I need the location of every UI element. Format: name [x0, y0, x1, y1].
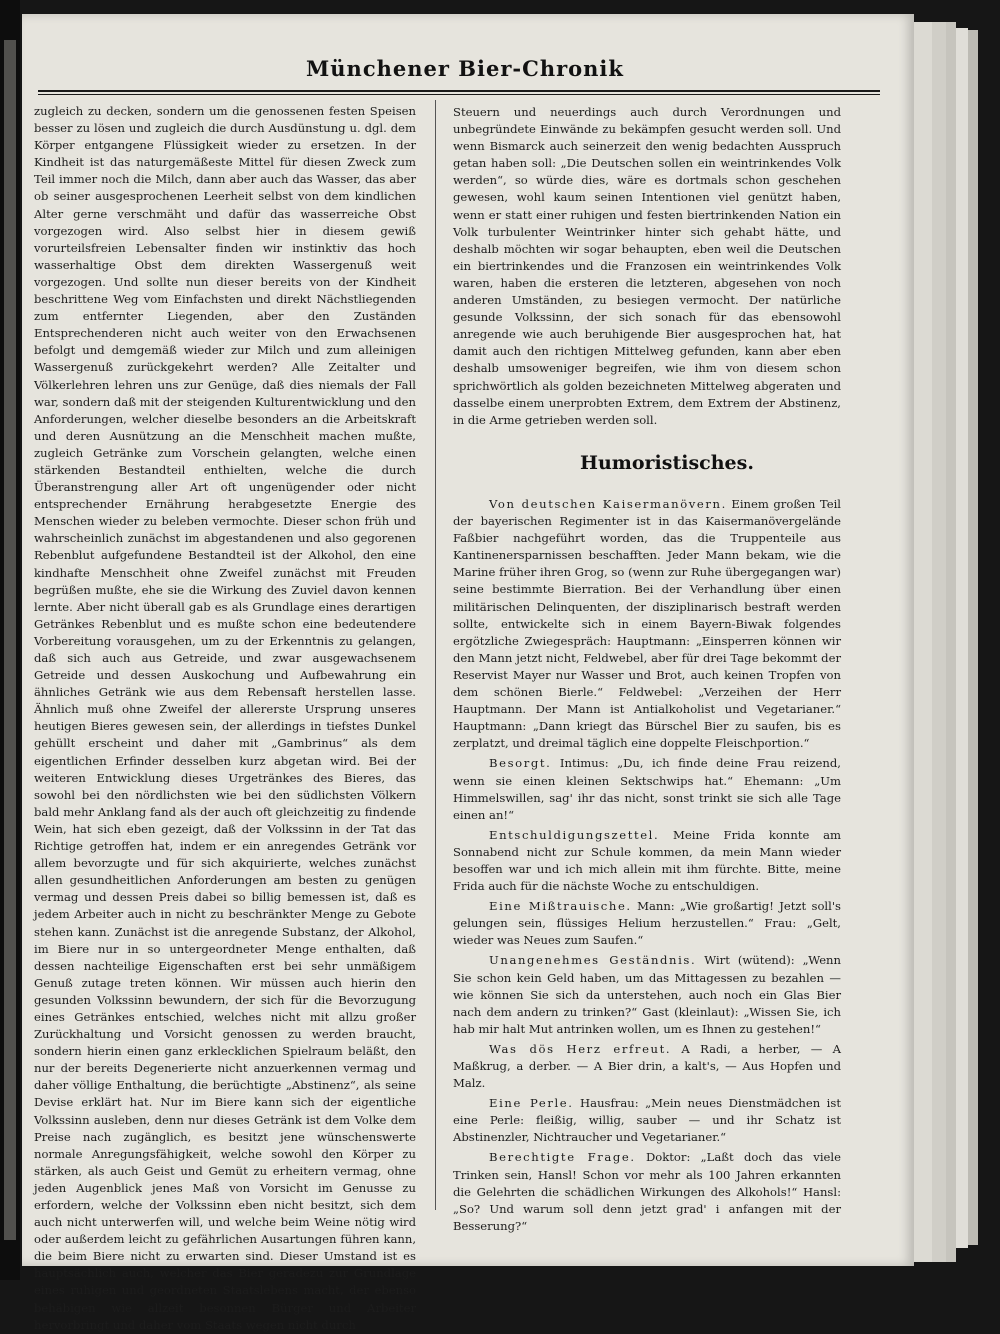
humor-item-title: Unangenehmes Geständnis. [489, 953, 697, 968]
humor-item [453, 1095, 841, 1146]
humor-item [453, 496, 841, 752]
humor-item-title: Von deutschen Kaisermanövern. [489, 497, 727, 511]
humor-item [453, 755, 841, 823]
right-column-text: Steuern und neuerdings auch durch Verordnungen und unbegründete Einwände zu bekämpfen gesucht werden soll. Und wenn Bismarck auch seinerzeit den wenig bedachten Ausspruch getan haben soll: „Die Deutschen sollen ein weintrinkendes Volk werden“, so würde dies, wäre es dortmals schon geschehen gewesen, wohl kaum seinen Intentionen viel genützt haben, wenn er statt einer ruhigen und festen biertrinkenden Nation ein Volk turbulenter Weintrinker hinter sich gehabt hätte, und deshalb möchten wir sogar behaupten, eben weil die Deutschen ein biertrinkendes und die Franzosen ein weintrinkendes Volk waren, haben die ersteren die letzteren, abgesehen von noch anderen Umständen, zu besiegen vermocht. Der natürliche gesunde Volkssinn, der sich sonach für das ebensowohl anregende wie auch beruhigende Bier ausgesprochen hat, hat damit auch den richtigen Mittelweg gefunden, kann aber eben deshalb umsoweniger begreifen, wie ihm von diesem schon sprichwörtlich als golden bezeichneten Mittelweg abgeraten und dasselbe einem unerprobten Extrem, dem Extrem der Abstinenz, in die Arme getrieben werden soll. [453, 105, 841, 427]
humor-item-title: Eine Perle. [489, 1096, 574, 1111]
page-stack-edge [956, 28, 968, 1248]
humor-item-text: Hausfrau: „Mein neues Dienstmädchen ist eine Perle: fleißig, willig, sauber — und ihr Schatz ist Abstinenzler, Nichtraucher und Vegetarianer.“ [453, 1096, 841, 1145]
header-rule [38, 90, 880, 92]
humor-item-text: Mann: „Wie großartig! Jetzt soll's gelungen sein, flüssiges Helium herzustellen.“ Frau: „Gelt, wieder was Neues zum Saufen.“ [453, 899, 841, 948]
humor-item-title: Eine Mißtrauische. [489, 899, 632, 914]
left-column [34, 103, 416, 1334]
humor-item-text: A Radi, a herber, — A Maßkrug, a derber. — A Bier drin, a kalt's, — Aus Hopfen und Malz. [453, 1041, 841, 1091]
humor-items [453, 496, 841, 1235]
page-stack-edge [932, 22, 946, 1262]
humor-item-text: Wirt (wütend): „Wenn Sie schon kein Geld haben, um das Mittagessen zu bezahlen — wie können Sie sich da unterstehen, auch noch ein Glas Bier nach dem andern zu trinken?“ Gast (kleinlaut): „Wissen Sie, ich hab mir halt Mut antrinken wollen, um es Ihnen zu gestehen!“ [453, 953, 841, 1036]
humor-item [453, 1149, 841, 1234]
header-rule-thin [38, 94, 880, 95]
adjacent-page-sliver [4, 40, 16, 1240]
humor-item [453, 827, 841, 895]
page-header-title: Münchener Bier-Chronik [306, 56, 624, 81]
column-divider [435, 100, 436, 1210]
page-stack-edge [968, 30, 978, 1245]
page-stack-edge [946, 22, 956, 1262]
left-dark-margin [0, 0, 20, 1280]
humor-item-text: Meine Frida konnte am Sonnabend nicht zur Schule kommen, da mein Mann wieder besoffen war und ich mich allein mit ihm fürchte. Bitte, meine Frida auch für die nächste Woche zu entschuldigen. [453, 827, 841, 894]
humor-item-title: Was dös Herz erfreut. [489, 1041, 672, 1056]
humor-item-title: Entschuldigungszettel. [489, 827, 660, 842]
humor-item [453, 1041, 841, 1092]
humor-item [453, 952, 841, 1037]
right-column-top [453, 104, 841, 429]
page-stack-edge [914, 22, 932, 1262]
humor-item-title: Besorgt. [489, 756, 552, 771]
humor-item-text: Doktor: „Laßt doch das viele Trinken sein, Hansl! Schon vor mehr als 100 Jahren erkannten die Gelehrten die schädlichen Wirkungen des Alkohols!“ Hansl: „So? Und warum soll denn jetzt grad' i anfangen mit der Besserung?“ [453, 1150, 841, 1233]
humor-item-text: Einem großen Teil der bayerischen Regimenter ist in das Kaisermanövergelände Faßbier nachgeführt worden, das die Truppenteile aus Kantinenersparnissen beschafften. Jeder Mann bekam, wie die Marine früher ihren Grog, so (wenn zur Ruhe übergegangen war) seine bestimmte Bierration. Bei der Verhandlung über einen militärischen Delinquenten, der disziplinarisch bestraft werden sollte, entwickelte sich in einem Bayern-Biwak folgendes ergötzliche Zwiegespräch: Hauptmann: „Einsperren können wir den Mann jetzt nicht, Feldwebel, aber für drei Tage bekommt der Reservist Mayer nur Wasser und Brot, auch keinen Tropfen von dem schönen Bierle.“ Feldwebel: „Verzeihen der Herr Hauptmann. Der Mann ist Antialkoholist und Vegetarianer.“ Hauptmann: „Dann kriegt das Bürschel Bier zu saufen, bis es zerplatzt, und dreimal täglich eine doppelte Fleischportion.“ [453, 497, 841, 751]
left-column-text: zugleich zu decken, sondern um die genossenen festen Speisen besser zu lösen und zugleich die durch Ausdünstung u. dgl. dem Körper entgangene Flüssigkeit wieder zu ersetzen. In der Kindheit ist das naturgemäßeste Mittel für diesen Zweck zum Teil immer noch die Milch, dann aber auch das Wasser, das aber ob seiner ausgesprochenen Leerheit selbst von dem kindlichen Alter gerne verschmäht und dafür das wasserreiche Obst vorgezogen wird. Also selbst hier in diesem gewiß vorurteilsfreien Lebensalter finden wir instinktiv das hoch wasserhaltige Obst dem direkten Wassergenuß weit vorgezogen. Und sollte nun dieser bereits von der Kindheit beschrittene Weg vom Einfachsten und direkt Nächstliegenden zum entfernter Liegenden, aber den Zuständen Entsprechenderen nicht auch weiter von den Erwachsenen befolgt und demgemäß wieder zur Milch und zum alleinigen Wassergenuß zurückgekehrt werden? Alle Zeitalter und Völkerlehren lehren uns zur Genüge, daß dies niemals der Fall war, sondern daß mit der steigenden Kulturentwicklung und den Anforderungen, welcher dieselbe besonders an die Arbeitskraft und deren Ausnützung an die Menschheit machen mußte, zugleich Getränke zum Vorschein gelangten, welche einen stärkenden Bestandteil enthielten, welche die durch Überanstrengung aller Art oft ungenügender oder nicht entsprechender Ernährung herabgesetzte Energie des Menschen wieder zu beleben vermochte. Dieser schon früh und wahrscheinlich zunächst im abgestandenen und also gegorenen Rebenblut aufgefundene Bestandteil ist der Alkohol, den eine kindhafte Menschheit ohne Zweifel zunächst mit Freuden begrüßen mußte, ehe sie die Wirkung des Zuviel davon kennen lernte. Aber nicht überall gab es als Grundlage eines derartigen Getränkes Rebenblut und es mußte schon eine bedeutendere Vorbereitung vorausgehen, um zu der Erkenntnis zu gelangen, daß sich auch aus Getreide, und zwar ausgewachsenem Getreide und dessen Auskochung und Aufbewahrung ein ähnliches Getränk wie aus dem Rebensaft herstellen lasse. Ähnlich muß ohne Zweifel der allererste Ursprung unseres heutigen Bieres gewesen sein, der allerdings in tiefstes Dunkel gehüllt erscheint und daher mit „Gambrinus“ als dem eigentlichen Erfinder desselben kurz abgetan wird. Bei der weiteren Entwicklung dieses Urgetränkes des Bieres, das sowohl bei den nördlichsten wie bei den südlichsten Völkern bald mehr Anklang fand als der auch oft gleichzeitig zu findende Wein, hat sich eben gezeigt, daß der Volkssinn in der Tat das Richtige getroffen hat, indem er ein anregendes Getränk vor allem bevorzugte und für sich akquirierte, welches zunächst allen gesundheitlichen Anforderungen am besten zu genügen vermag und dessen Preis dabei so billig bemessen ist, daß es jedem Arbeiter auch in nicht zu beschränkter Menge zu Gebote stehen kann. Zunächst ist die anregende Substanz, der Alkohol, im Biere nur in so untergeordneter Menge enthalten, daß dessen nachteilige Eigenschaften erst bei sehr unmäßigem Genuß zutage treten können. Wir müssen auch hierin den gesunden Volkssinn bewundern, der sich für die Bevorzugung eines Getränkes entschied, welches nicht mit allzu großer Zurückhaltung und Vorsicht genossen zu werden braucht, sondern hierin einen ganz erklecklichen Spielraum beläßt, den nur der bereits Degenerierte nicht anzuerkennen vermag und daher völlige Enthaltung, die berüchtigte „Abstinenz“, als seine Devise erklärt hat. Nur im Biere kann sich der eigentliche Volkssinn ausleben, denn nur dieses Getränk ist dem Volke dem Preise nach zugänglich, es besitzt jene wünschenswerte normale Anregungsfähigkeit, welche sowohl den Körper zu stärken, als auch Geist und Gemüt zu erheitern vermag, ohne jeden Augenblick jenes Maß von Vorsicht im Genusse zu erfordern, welche der Volkssinn eben nicht besitzt, sich dem auch nicht unterwerfen will, und welche beim Weine nötig wird oder außerdem leicht zu gefährlichen Ausartungen führen kann, die beim Biere nicht zu erwarten sind. Dieser Umstand ist es hauptsächlich auch, welcher das Bier geradezu zur Grundlage eines ruhigen und geordneten Staatslebens macht, der ebenso behäbigen wie allzeit besonnen Bürger und Arbeiter hervorbringt und daher vom Staats wegen nicht durch [34, 104, 416, 1332]
section-heading: Humoristisches. [580, 452, 754, 474]
humor-item-title: Berechtigte Frage. [489, 1150, 636, 1165]
humor-item [453, 898, 841, 949]
humor-item-text: Intimus: „Du, ich finde deine Frau reizend, wenn sie einen kleinen Sektschwips hat.“ Ehemann: „Um Himmelswillen, sag' ihr das nicht, sonst trinkt sie sich alle Tage einen an!“ [453, 756, 841, 822]
